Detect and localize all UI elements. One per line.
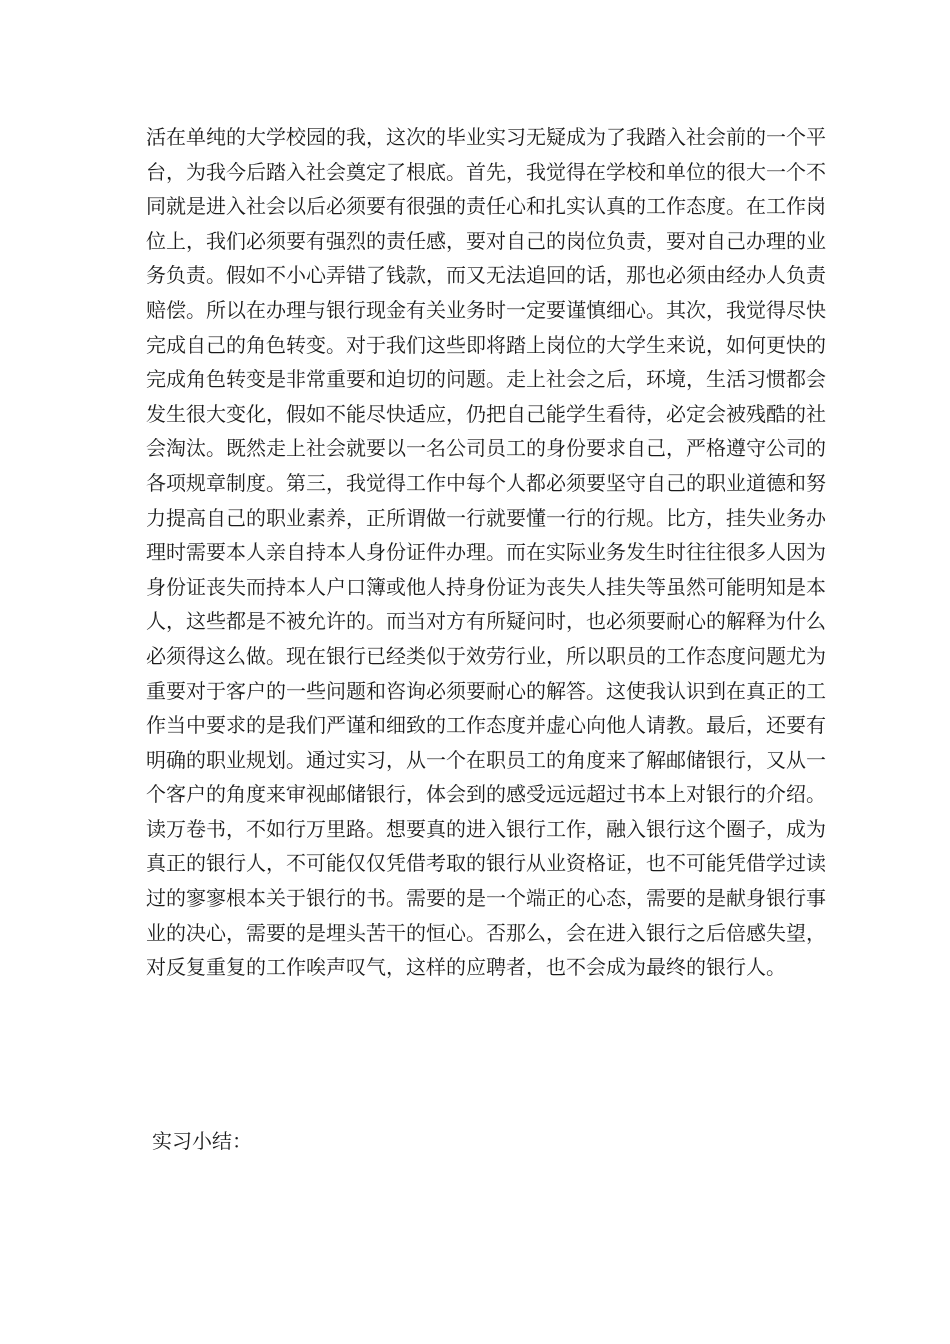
- paragraph-line: 过的寥寥根本关于银行的书。需要的是一个端正的心态，需要的是献身银行事: [146, 886, 826, 911]
- paragraph-line: 必须得这么做。现在银行已经类似于效劳行业，所以职员的工作态度问题尤为: [146, 643, 826, 668]
- paragraph-line: 各项规章制度。第三，我觉得工作中每个人都必须要坚守自己的职业道德和努: [146, 470, 826, 495]
- paragraph-line: 发生很大变化，假如不能尽快适应，仍把自己能学生看待，必定会被残酷的社: [146, 401, 826, 426]
- paragraph-line: 位上，我们必须要有强烈的责任感，要对自己的岗位负责，要对自己办理的业: [146, 228, 826, 253]
- paragraph-line: 作当中要求的是我们严谨和细致的工作态度并虚心向他人请教。最后，还要有: [146, 713, 826, 738]
- paragraph-line: 真正的银行人，不可能仅仅凭借考取的银行从业资格证，也不可能凭借学过读: [146, 851, 826, 876]
- paragraph-line: 读万卷书，不如行万里路。想要真的进入银行工作，融入银行这个圈子，成为: [146, 816, 826, 841]
- paragraph-line: 务负责。假如不小心弄错了钱款，而又无法追回的话，那也必须由经办人负责: [146, 263, 826, 288]
- paragraph-line: 力提高自己的职业素养，正所谓做一行就要懂一行的行规。比方，挂失业务办: [146, 505, 826, 530]
- paragraph-line: 台，为我今后踏入社会奠定了根底。首先，我觉得在学校和单位的很大一个不: [146, 159, 826, 184]
- section-heading-summary: 实习小结：: [152, 1129, 252, 1153]
- body-paragraph: [146, 120, 826, 985]
- paragraph-line: 对反复重复的工作唉声叹气，这样的应聘者，也不会成为最终的银行人。: [146, 955, 786, 980]
- paragraph-line: 活在单纯的大学校园的我，这次的毕业实习无疑成为了我踏入社会前的一个平: [146, 125, 826, 149]
- paragraph-line: 完成角色转变是非常重要和迫切的问题。走上社会之后，环境，生活习惯都会: [146, 367, 826, 392]
- paragraph-line: 赔偿。所以在办理与银行现金有关业务时一定要谨慎细心。其次，我觉得尽快: [146, 297, 826, 322]
- paragraph-line: 明确的职业规划。通过实习，从一个在职员工的角度来了解邮储银行，又从一: [146, 747, 826, 772]
- paragraph-line: 重要对于客户的一些问题和咨询必须要耐心的解答。这使我认识到在真正的工: [146, 678, 826, 703]
- paragraph-line: 业的决心，需要的是埋头苦干的恒心。否那么，会在进入银行之后倍感失望，: [146, 920, 826, 945]
- paragraph-line: 同就是进入社会以后必须要有很强的责任心和扎实认真的工作态度。在工作岗: [146, 194, 826, 219]
- paragraph-line: 个客户的角度来审视邮储银行，体会到的感受远远超过书本上对银行的介绍。: [146, 782, 826, 807]
- paragraph-line: 身份证丧失而持本人户口簿或他人持身份证为丧失人挂失等虽然可能明知是本: [146, 574, 826, 599]
- paragraph-line: 人，这些都是不被允许的。而当对方有所疑问时，也必须要耐心的解释为什么: [146, 609, 826, 634]
- paragraph-line: 理时需要本人亲自持本人身份证件办理。而在实际业务发生时往往很多人因为: [146, 540, 826, 565]
- paragraph-line: 完成自己的角色转变。对于我们这些即将踏上岗位的大学生来说，如何更快的: [146, 332, 826, 357]
- paragraph-line: 会淘汰。既然走上社会就要以一名公司员工的身份要求自己，严格遵守公司的: [146, 436, 826, 461]
